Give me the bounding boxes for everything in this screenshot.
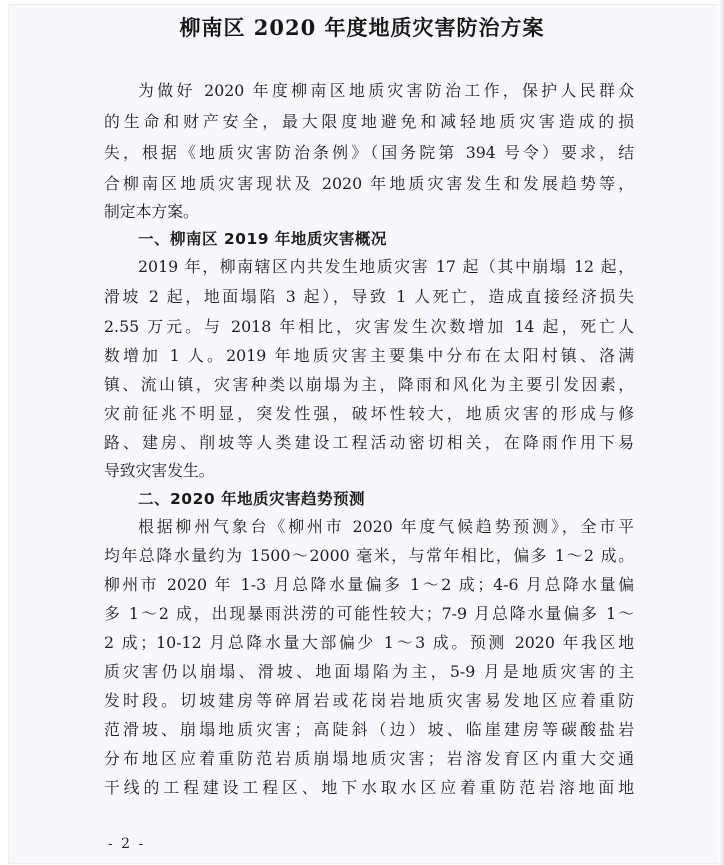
intro-line: 合柳南区地质灾害现状及 2020 年地质灾害发生和发展趋势等， <box>104 174 634 193</box>
section1-line: 2.55 万元。与 2018 年相比，灾害发生次数增加 14 起，死亡人 <box>104 317 634 336</box>
document-title: 柳南区 2020 年度地质灾害防治方案 <box>179 15 545 40</box>
section1-line: 镇、流山镇，灾害种类以崩塌为主，降雨和风化为主要引发因素， <box>104 375 634 394</box>
section2-line: 分布地区应着重防范岩质崩塌地质灾害；岩溶发育区内重大交通 <box>104 749 634 768</box>
intro-line: 失，根据《地质灾害防治条例》（国务院第 394 号令）要求，结 <box>104 143 634 162</box>
section-heading-2019-overview: 一、柳南区 2019 年地质灾害概况 <box>138 230 387 248</box>
section1-line: 路、建房、削坡等人类建设工程活动密切相关，在降雨作用下易 <box>104 433 634 452</box>
page-edge-shadow <box>718 0 724 865</box>
page-number: - 2 - <box>108 836 146 852</box>
section2-line: 根据柳州气象台《柳州市 2020 年度气候趋势预测》，全市平 <box>138 517 634 536</box>
section2-line: 质灾害仍以崩塌、滑坡、地面塌陷为主，5-9 月是地质灾害的主 <box>104 662 634 681</box>
intro-line: 为做好 2020 年度柳南区地质灾害防治工作，保护人民群众 <box>138 81 634 100</box>
section2-line: 范滑坡、崩塌地质灾害；高陡斜（边）坡、临崖建房等碳酸盐岩 <box>104 720 634 739</box>
section2-line: 2 成；10-12 月总降水量大部偏少 1～3 成。预测 2020 年我区地 <box>104 633 634 652</box>
section1-line: 滑坡 2 起，地面塌陷 3 起），导致 1 人死亡，造成直接经济损失 <box>104 287 634 306</box>
section1-line: 2019 年，柳南辖区内共发生地质灾害 17 起（其中崩塌 12 起， <box>138 257 634 276</box>
intro-line: 制定本方案。 <box>104 202 199 221</box>
section2-line: 柳州市 2020 年 1-3 月总降水量偏多 1～2 成；4-6 月总降水量偏 <box>104 575 634 594</box>
section2-line: 多 1～2 成，出现暴雨洪涝的可能性较大；7-9 月总降水量偏多 1～ <box>104 604 634 623</box>
section1-line: 导致灾害发生。 <box>104 461 215 480</box>
section2-line: 发时段。切坡建房等碎屑岩或花岗岩地质灾害易发地区应着重防 <box>104 691 634 710</box>
section-heading-2020-forecast: 二、2020 年地质灾害趋势预测 <box>138 490 366 508</box>
intro-line: 的生命和财产安全，最大限度地避免和减轻地质灾害造成的损 <box>104 112 634 131</box>
section2-line: 干线的工程建设工程区、地下水取水区应着重防范岩溶地面地 <box>104 778 634 797</box>
section1-line: 数增加 1 人。2019 年地质灾害主要集中分布在太阳村镇、洛满 <box>104 346 634 365</box>
section2-line: 均年总降水量约为 1500～2000 毫米，与常年相比，偏多 1～2 成。 <box>104 546 634 565</box>
section1-line: 灾前征兆不明显，突发性强，破坏性较大，地质灾害的形成与修 <box>104 404 634 423</box>
